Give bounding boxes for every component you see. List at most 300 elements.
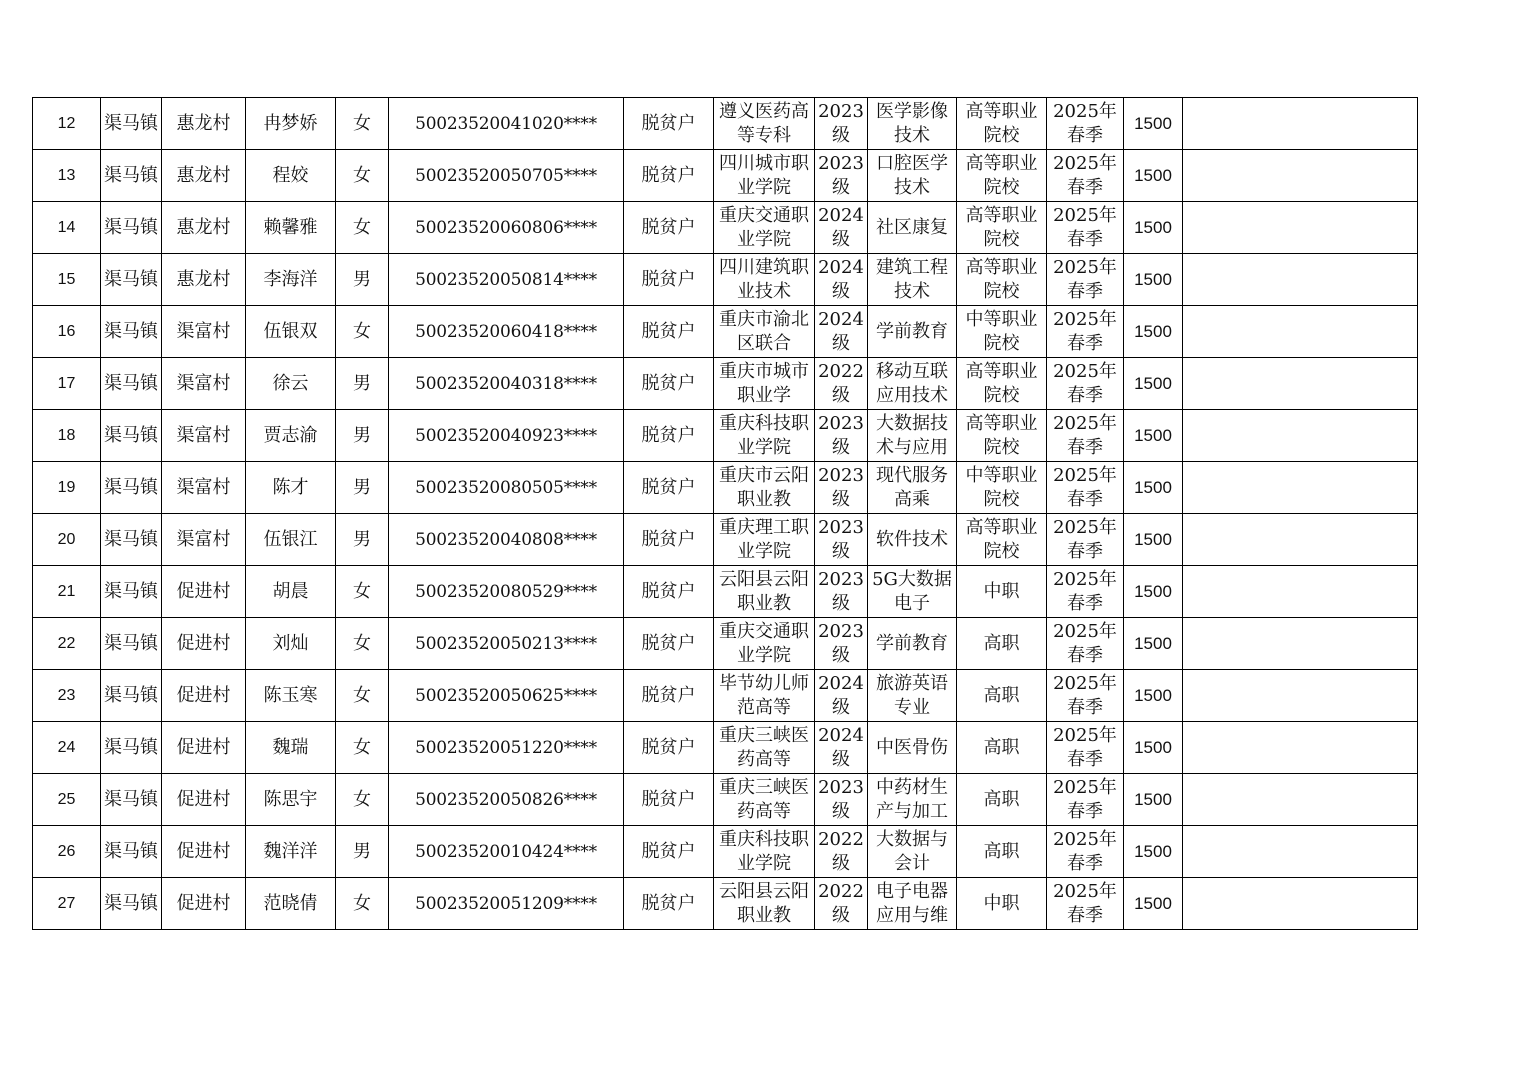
school-cell [714, 254, 815, 306]
grade-cell [815, 774, 868, 826]
village-cell [162, 722, 246, 774]
note-cell [1183, 878, 1418, 930]
school-cell-text: 重庆市渝北区联合 [719, 308, 809, 354]
grade-cell [815, 722, 868, 774]
grade-cell [815, 826, 868, 878]
major-cell-text: 口腔医学技术 [876, 152, 948, 198]
school-cell-text: 重庆市城市职业学 [719, 360, 809, 406]
term-cell-text: 2025年春季 [1053, 360, 1117, 406]
row-number-cell [33, 514, 101, 566]
school-cell-text: 重庆三峡医药高等 [719, 724, 809, 770]
school-cell [714, 618, 815, 670]
term-cell [1047, 150, 1124, 202]
town-cell [101, 254, 162, 306]
grade-cell [815, 306, 868, 358]
household-type-cell [624, 514, 714, 566]
term-cell-text: 2025年春季 [1053, 308, 1117, 354]
grade-cell-text: 2022级 [818, 360, 864, 406]
school-cell-text: 重庆三峡医药高等 [719, 776, 809, 822]
row-number-cell [33, 254, 101, 306]
household-type-cell-text: 脱贫户 [641, 424, 696, 446]
household-type-cell-text: 脱贫户 [641, 528, 696, 550]
school-level-cell [957, 722, 1047, 774]
amount-cell-text: 1500 [1134, 841, 1172, 861]
term-cell-text: 2025年春季 [1053, 620, 1117, 666]
student-name-cell [246, 826, 336, 878]
major-cell-text: 旅游英语专业 [876, 672, 948, 718]
town-cell-text: 渠马镇 [104, 840, 158, 862]
school-cell-text: 四川建筑职业技术 [719, 256, 809, 302]
major-cell [868, 514, 957, 566]
town-cell-text: 渠马镇 [104, 736, 158, 758]
school-level-cell-text: 高等职业院校 [965, 412, 1038, 458]
village-cell-text: 渠富村 [176, 528, 231, 550]
school-cell-text: 重庆理工职业学院 [719, 516, 809, 562]
id-number-cell-text: 50023520050705**** [415, 165, 597, 186]
household-type-cell [624, 462, 714, 514]
row-number-cell-text: 16 [57, 322, 76, 340]
school-level-cell-text: 高等职业院校 [965, 100, 1038, 146]
household-type-cell-text: 脱贫户 [641, 580, 696, 602]
student-name-cell-text: 陈思宇 [263, 788, 318, 810]
household-type-cell-text: 脱贫户 [641, 788, 696, 810]
row-number-cell [33, 774, 101, 826]
grade-cell-text: 2022级 [818, 880, 864, 926]
term-cell [1047, 670, 1124, 722]
student-name-cell [246, 670, 336, 722]
household-type-cell-text: 脱贫户 [641, 476, 696, 498]
table-row [33, 566, 1418, 618]
school-cell [714, 202, 815, 254]
gender-cell [336, 670, 389, 722]
major-cell [868, 826, 957, 878]
household-type-cell-text: 脱贫户 [641, 268, 696, 290]
town-cell [101, 150, 162, 202]
amount-cell [1124, 878, 1183, 930]
term-cell-text: 2025年春季 [1053, 100, 1117, 146]
amount-cell [1124, 514, 1183, 566]
school-level-cell-text: 高职 [983, 632, 1020, 654]
school-level-cell [957, 98, 1047, 150]
student-name-cell-text: 魏洋洋 [263, 840, 318, 862]
term-cell-text: 2025年春季 [1053, 256, 1117, 302]
major-cell [868, 306, 957, 358]
amount-cell-text: 1500 [1134, 529, 1172, 549]
row-number-cell-text: 24 [57, 738, 76, 756]
school-level-cell-text: 高等职业院校 [965, 152, 1038, 198]
amount-cell-text: 1500 [1134, 113, 1172, 133]
household-type-cell-text: 脱贫户 [641, 892, 696, 914]
id-number-cell-text: 50023520041020**** [415, 113, 597, 134]
household-type-cell [624, 306, 714, 358]
town-cell-text: 渠马镇 [104, 580, 158, 602]
id-number-cell-text: 50023520060418**** [415, 321, 597, 342]
row-number-cell-text: 25 [57, 790, 76, 808]
row-number-cell [33, 722, 101, 774]
village-cell-text: 惠龙村 [176, 268, 231, 290]
row-number-cell [33, 462, 101, 514]
gender-cell-text: 男 [353, 268, 371, 290]
student-name-cell-text: 范晓倩 [263, 892, 318, 914]
town-cell [101, 618, 162, 670]
school-level-cell-text: 高等职业院校 [965, 204, 1038, 250]
amount-cell [1124, 98, 1183, 150]
household-type-cell [624, 202, 714, 254]
school-level-cell-text: 高等职业院校 [965, 360, 1038, 406]
school-cell-text: 毕节幼儿师范高等 [719, 672, 809, 718]
school-level-cell [957, 462, 1047, 514]
gender-cell-text: 女 [353, 788, 371, 810]
amount-cell [1124, 826, 1183, 878]
id-number-cell-text: 50023520080529**** [415, 581, 597, 602]
grade-cell-text: 2022级 [818, 828, 864, 874]
id-number-cell [389, 826, 624, 878]
gender-cell [336, 150, 389, 202]
student-name-cell [246, 566, 336, 618]
town-cell-text: 渠马镇 [104, 164, 158, 186]
term-cell [1047, 722, 1124, 774]
town-cell-text: 渠马镇 [104, 528, 158, 550]
household-type-cell [624, 410, 714, 462]
id-number-cell-text: 50023520040923**** [415, 425, 597, 446]
gender-cell-text: 女 [353, 216, 371, 238]
student-name-cell [246, 878, 336, 930]
village-cell [162, 878, 246, 930]
row-number-cell-text: 12 [57, 114, 76, 132]
amount-cell [1124, 306, 1183, 358]
town-cell-text: 渠马镇 [104, 892, 158, 914]
id-number-cell [389, 202, 624, 254]
grade-cell [815, 358, 868, 410]
household-type-cell [624, 774, 714, 826]
term-cell [1047, 462, 1124, 514]
id-number-cell [389, 306, 624, 358]
student-name-cell-text: 伍银双 [263, 320, 318, 342]
student-name-cell-text: 李海洋 [263, 268, 318, 290]
town-cell-text: 渠马镇 [104, 424, 158, 446]
village-cell [162, 566, 246, 618]
row-number-cell [33, 150, 101, 202]
student-name-cell [246, 202, 336, 254]
note-cell [1183, 202, 1418, 254]
major-cell-text: 社区康复 [876, 216, 948, 238]
school-cell-text: 重庆交通职业学院 [719, 204, 809, 250]
school-cell [714, 670, 815, 722]
school-level-cell-text: 高职 [983, 840, 1020, 862]
town-cell [101, 98, 162, 150]
household-type-cell-text: 脱贫户 [641, 840, 696, 862]
household-type-cell-text: 脱贫户 [641, 632, 696, 654]
term-cell [1047, 826, 1124, 878]
household-type-cell [624, 358, 714, 410]
amount-cell-text: 1500 [1134, 581, 1172, 601]
school-level-cell [957, 774, 1047, 826]
id-number-cell [389, 462, 624, 514]
gender-cell-text: 女 [353, 580, 371, 602]
major-cell [868, 358, 957, 410]
major-cell-text: 5G大数据电子 [872, 568, 952, 614]
amount-cell-text: 1500 [1134, 269, 1172, 289]
grade-cell [815, 514, 868, 566]
gender-cell [336, 514, 389, 566]
table-row [33, 98, 1418, 150]
village-cell [162, 618, 246, 670]
major-cell-text: 软件技术 [876, 528, 948, 550]
town-cell-text: 渠马镇 [104, 684, 158, 706]
amount-cell [1124, 670, 1183, 722]
amount-cell-text: 1500 [1134, 321, 1172, 341]
gender-cell [336, 826, 389, 878]
major-cell-text: 中医骨伤 [876, 736, 948, 758]
student-name-cell [246, 462, 336, 514]
household-type-cell [624, 254, 714, 306]
gender-cell [336, 878, 389, 930]
town-cell [101, 358, 162, 410]
school-level-cell [957, 566, 1047, 618]
school-cell-text: 重庆科技职业学院 [719, 828, 809, 874]
village-cell-text: 促进村 [176, 840, 231, 862]
amount-cell [1124, 358, 1183, 410]
amount-cell [1124, 202, 1183, 254]
subsidy-table [32, 97, 1418, 930]
student-name-cell [246, 618, 336, 670]
school-cell [714, 514, 815, 566]
gender-cell [336, 462, 389, 514]
id-number-cell-text: 50023520010424**** [415, 841, 597, 862]
id-number-cell [389, 98, 624, 150]
major-cell-text: 移动互联应用技术 [876, 360, 948, 406]
household-type-cell [624, 826, 714, 878]
id-number-cell [389, 618, 624, 670]
gender-cell-text: 女 [353, 684, 371, 706]
village-cell-text: 渠富村 [176, 424, 231, 446]
village-cell [162, 670, 246, 722]
household-type-cell [624, 618, 714, 670]
id-number-cell [389, 150, 624, 202]
row-number-cell [33, 306, 101, 358]
major-cell [868, 670, 957, 722]
amount-cell-text: 1500 [1134, 373, 1172, 393]
id-number-cell-text: 50023520050625**** [415, 685, 597, 706]
student-name-cell-text: 陈玉寒 [263, 684, 318, 706]
grade-cell-text: 2023级 [818, 100, 864, 146]
id-number-cell [389, 774, 624, 826]
row-number-cell-text: 13 [57, 166, 76, 184]
table-body [33, 98, 1418, 930]
village-cell-text: 促进村 [176, 736, 231, 758]
id-number-cell [389, 358, 624, 410]
gender-cell [336, 254, 389, 306]
village-cell [162, 358, 246, 410]
note-cell [1183, 410, 1418, 462]
household-type-cell-text: 脱贫户 [641, 320, 696, 342]
grade-cell [815, 670, 868, 722]
school-level-cell-text: 中职 [983, 580, 1020, 602]
household-type-cell [624, 150, 714, 202]
school-level-cell [957, 254, 1047, 306]
student-name-cell-text: 陈才 [272, 476, 309, 498]
school-level-cell [957, 410, 1047, 462]
table-row [33, 774, 1418, 826]
grade-cell-text: 2023级 [818, 568, 864, 614]
village-cell [162, 98, 246, 150]
student-name-cell [246, 410, 336, 462]
note-cell [1183, 514, 1418, 566]
row-number-cell-text: 23 [57, 686, 76, 704]
household-type-cell [624, 566, 714, 618]
household-type-cell-text: 脱贫户 [641, 736, 696, 758]
gender-cell-text: 女 [353, 632, 371, 654]
amount-cell [1124, 150, 1183, 202]
gender-cell [336, 358, 389, 410]
student-name-cell [246, 306, 336, 358]
gender-cell [336, 306, 389, 358]
note-cell [1183, 670, 1418, 722]
term-cell-text: 2025年春季 [1053, 152, 1117, 198]
amount-cell-text: 1500 [1134, 217, 1172, 237]
gender-cell [336, 566, 389, 618]
term-cell [1047, 202, 1124, 254]
id-number-cell [389, 722, 624, 774]
grade-cell-text: 2024级 [818, 308, 864, 354]
school-cell [714, 358, 815, 410]
school-cell-text: 重庆科技职业学院 [719, 412, 809, 458]
table-row [33, 722, 1418, 774]
table-row [33, 150, 1418, 202]
town-cell-text: 渠马镇 [104, 216, 158, 238]
row-number-cell-text: 27 [57, 894, 76, 912]
grade-cell [815, 566, 868, 618]
grade-cell-text: 2024级 [818, 672, 864, 718]
gender-cell [336, 618, 389, 670]
village-cell [162, 462, 246, 514]
row-number-cell-text: 19 [57, 478, 76, 496]
village-cell [162, 254, 246, 306]
household-type-cell [624, 722, 714, 774]
grade-cell-text: 2024级 [818, 724, 864, 770]
gender-cell [336, 774, 389, 826]
row-number-cell [33, 826, 101, 878]
student-name-cell-text: 魏瑞 [272, 736, 309, 758]
gender-cell [336, 410, 389, 462]
id-number-cell-text: 50023520040318**** [415, 373, 597, 394]
note-cell [1183, 774, 1418, 826]
school-level-cell-text: 中职 [983, 892, 1020, 914]
grade-cell [815, 618, 868, 670]
table-row [33, 618, 1418, 670]
id-number-cell-text: 50023520050814**** [415, 269, 597, 290]
village-cell [162, 774, 246, 826]
id-number-cell [389, 254, 624, 306]
id-number-cell [389, 514, 624, 566]
row-number-cell [33, 566, 101, 618]
term-cell [1047, 98, 1124, 150]
grade-cell [815, 410, 868, 462]
grade-cell-text: 2023级 [818, 776, 864, 822]
id-number-cell [389, 878, 624, 930]
household-type-cell-text: 脱贫户 [641, 112, 696, 134]
amount-cell-text: 1500 [1134, 633, 1172, 653]
village-cell-text: 渠富村 [176, 320, 231, 342]
gender-cell-text: 女 [353, 736, 371, 758]
note-cell [1183, 306, 1418, 358]
village-cell [162, 826, 246, 878]
school-level-cell [957, 202, 1047, 254]
table-row [33, 358, 1418, 410]
major-cell [868, 202, 957, 254]
household-type-cell-text: 脱贫户 [641, 164, 696, 186]
grade-cell-text: 2023级 [818, 516, 864, 562]
term-cell-text: 2025年春季 [1053, 464, 1117, 510]
village-cell-text: 促进村 [176, 684, 231, 706]
student-name-cell [246, 254, 336, 306]
table-row [33, 254, 1418, 306]
town-cell-text: 渠马镇 [104, 320, 158, 342]
term-cell [1047, 774, 1124, 826]
household-type-cell [624, 878, 714, 930]
term-cell [1047, 514, 1124, 566]
grade-cell [815, 878, 868, 930]
grade-cell-text: 2023级 [818, 620, 864, 666]
major-cell [868, 566, 957, 618]
village-cell [162, 306, 246, 358]
student-name-cell-text: 贾志渝 [263, 424, 318, 446]
village-cell-text: 惠龙村 [176, 112, 231, 134]
amount-cell [1124, 618, 1183, 670]
amount-cell-text: 1500 [1134, 477, 1172, 497]
gender-cell-text: 男 [353, 840, 371, 862]
school-level-cell [957, 670, 1047, 722]
table-row [33, 670, 1418, 722]
student-name-cell-text: 冉梦娇 [263, 112, 318, 134]
id-number-cell-text: 50023520051220**** [415, 737, 597, 758]
household-type-cell-text: 脱贫户 [641, 372, 696, 394]
town-cell-text: 渠马镇 [104, 632, 158, 654]
student-name-cell-text: 刘灿 [272, 632, 309, 654]
gender-cell [336, 202, 389, 254]
student-name-cell [246, 514, 336, 566]
gender-cell-text: 男 [353, 424, 371, 446]
amount-cell-text: 1500 [1134, 165, 1172, 185]
town-cell-text: 渠马镇 [104, 788, 158, 810]
term-cell [1047, 878, 1124, 930]
student-name-cell [246, 774, 336, 826]
major-cell-text: 大数据与会计 [876, 828, 948, 874]
amount-cell-text: 1500 [1134, 789, 1172, 809]
gender-cell-text: 女 [353, 164, 371, 186]
village-cell-text: 渠富村 [176, 372, 231, 394]
amount-cell [1124, 722, 1183, 774]
student-name-cell-text: 徐云 [272, 372, 309, 394]
major-cell [868, 410, 957, 462]
village-cell [162, 202, 246, 254]
note-cell [1183, 722, 1418, 774]
note-cell [1183, 566, 1418, 618]
student-name-cell [246, 150, 336, 202]
school-level-cell [957, 306, 1047, 358]
school-level-cell-text: 高等职业院校 [965, 256, 1038, 302]
school-level-cell-text: 高职 [983, 788, 1020, 810]
table-row [33, 826, 1418, 878]
school-cell [714, 826, 815, 878]
major-cell [868, 98, 957, 150]
table-row [33, 306, 1418, 358]
major-cell [868, 254, 957, 306]
id-number-cell-text: 50023520051209**** [415, 893, 597, 914]
village-cell [162, 150, 246, 202]
term-cell [1047, 254, 1124, 306]
school-cell [714, 774, 815, 826]
